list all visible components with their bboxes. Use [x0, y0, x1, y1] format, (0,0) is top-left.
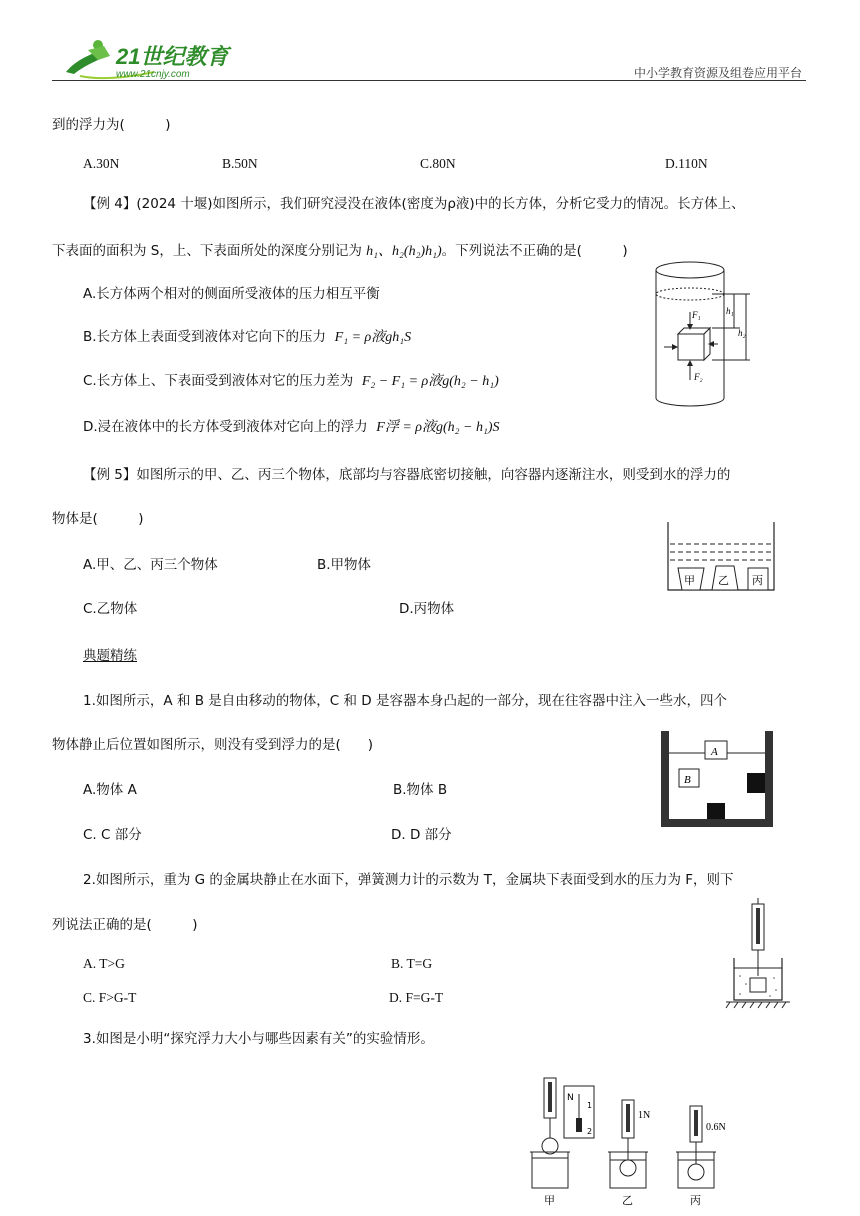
ex5-option-b: B.甲物体 [317, 557, 372, 573]
q1-line2: 物体静止后位置如图所示，则没有受到浮力的是( ) [52, 737, 374, 753]
q1-figure [659, 729, 777, 829]
label-jia: 甲 [684, 574, 695, 587]
ex5-figure [664, 520, 779, 594]
ex4-figure [650, 258, 760, 418]
q2-option-a: A. T>G [83, 956, 125, 971]
ex4-option-d-text: D.浸在液体中的长方体受到液体对它向上的浮力 [83, 419, 368, 435]
label-f1: F₁ [692, 310, 701, 320]
ex4-option-a: A.长方体两个相对的侧面所受液体的压力相互平衡 [83, 286, 380, 302]
ex4-option-c-math: F₂ − F₁ = ρ液g(h₂ − h₁) [361, 374, 499, 389]
q3-label-2: 2 [587, 1127, 593, 1136]
section-title: 典题精练 [83, 648, 137, 664]
ex4-depth-math: h₁、h₂(h₂)h₁) [366, 244, 442, 259]
q2-line1: 2.如图所示，重为 G 的金属块静止在水面下，弹簧测力计的示数为 T，金属块下表面受到水的压力为 F，则下 [83, 872, 734, 888]
ex4-line2 [52, 242, 628, 261]
label-a: A [711, 746, 718, 758]
ex5-line1: 【例 5】如图所示的甲、乙、丙三个物体，底部均与容器底密切接触，向容器内逐渐注水，则受到水的浮力的 [83, 467, 731, 483]
q2-option-c: C. F>G-T [83, 990, 137, 1005]
ex4-line2-text: 下表面的面积为 S，上、下表面所处的深度分别记为 [52, 243, 362, 259]
q3-figure [526, 1072, 746, 1212]
site-label: 中小学教育资源及组卷应用平台 [633, 66, 802, 80]
ex5-option-a: A.甲、乙、丙三个物体 [83, 557, 218, 573]
q2-figure [724, 898, 794, 1013]
ex4-option-b-math: F₁ = ρ液gh₁S [334, 330, 412, 345]
ex5-line2: 物体是( ) [52, 511, 144, 527]
option-b: B.50N [222, 156, 258, 171]
label-yi: 乙 [718, 574, 729, 587]
ex4-option-c [83, 372, 499, 391]
q3-line1: 3.如图是小明“探究浮力大小与哪些因素有关”的实验情形。 [83, 1031, 434, 1047]
q3-label-jia: 甲 [544, 1194, 555, 1207]
q1-option-b: B.物体 B [393, 782, 448, 798]
label-h2: h₂ [738, 328, 746, 338]
q3-label-yi: 乙 [622, 1194, 633, 1207]
label-f2: F₂ [694, 372, 703, 382]
q3-label-1: 1 [587, 1101, 593, 1110]
ex4-option-d-math: F浮 = ρ液g(h₂ − h₁)S [376, 420, 500, 435]
q1-option-a: A.物体 A [83, 782, 137, 798]
ex4-line2-end: 。下列说法不正确的是( ) [441, 243, 628, 259]
logo-icon [58, 36, 238, 82]
q1-line1: 1.如图所示，A 和 B 是自由移动的物体，C 和 D 是容器本身凸起的一部分，现在往容器中注入一些水，四个 [83, 693, 727, 709]
q2-option-b: B. T=G [391, 956, 433, 971]
q1-option-d: D. D 部分 [391, 827, 452, 843]
q3-label-1n: 1N [638, 1110, 651, 1121]
q2-option-d: D. F=G-T [389, 990, 444, 1005]
ex5-option-d: D.丙物体 [399, 601, 455, 617]
option-c: C.80N [420, 156, 456, 171]
header-divider [52, 80, 806, 81]
prev-question-tail: 到的浮力为( ) [52, 117, 171, 133]
label-h1: h₁ [726, 306, 734, 316]
ex4-option-c-text: C.长方体上、下表面受到液体对它的压力差为 [83, 373, 354, 389]
q3-label-bing: 丙 [690, 1194, 701, 1207]
ex4-line1: 【例 4】(2024 十堰)如图所示，我们研究浸没在液体(密度为ρ液)中的长方体，分析它受力的情况。长方体上、 [83, 196, 745, 212]
option-d: D.110N [665, 156, 708, 171]
q2-line2: 列说法正确的是( ) [52, 917, 198, 933]
q3-label-n: N [567, 1093, 574, 1103]
logo-url: www.21cnjy.com [116, 69, 190, 80]
q1-option-c: C. C 部分 [83, 827, 142, 843]
ex4-option-b-text: B.长方体上表面受到液体对它向下的压力 [83, 329, 327, 345]
ex5-option-c: C.乙物体 [83, 601, 138, 617]
option-a: A.30N [83, 156, 120, 171]
label-b: B [684, 774, 691, 786]
logo-text: 21世纪教育 [116, 44, 229, 69]
ex4-option-d [83, 418, 500, 437]
ex4-option-b [83, 328, 411, 347]
q3-label-06n: 0.6N [706, 1122, 726, 1133]
label-bing: 丙 [752, 574, 763, 587]
